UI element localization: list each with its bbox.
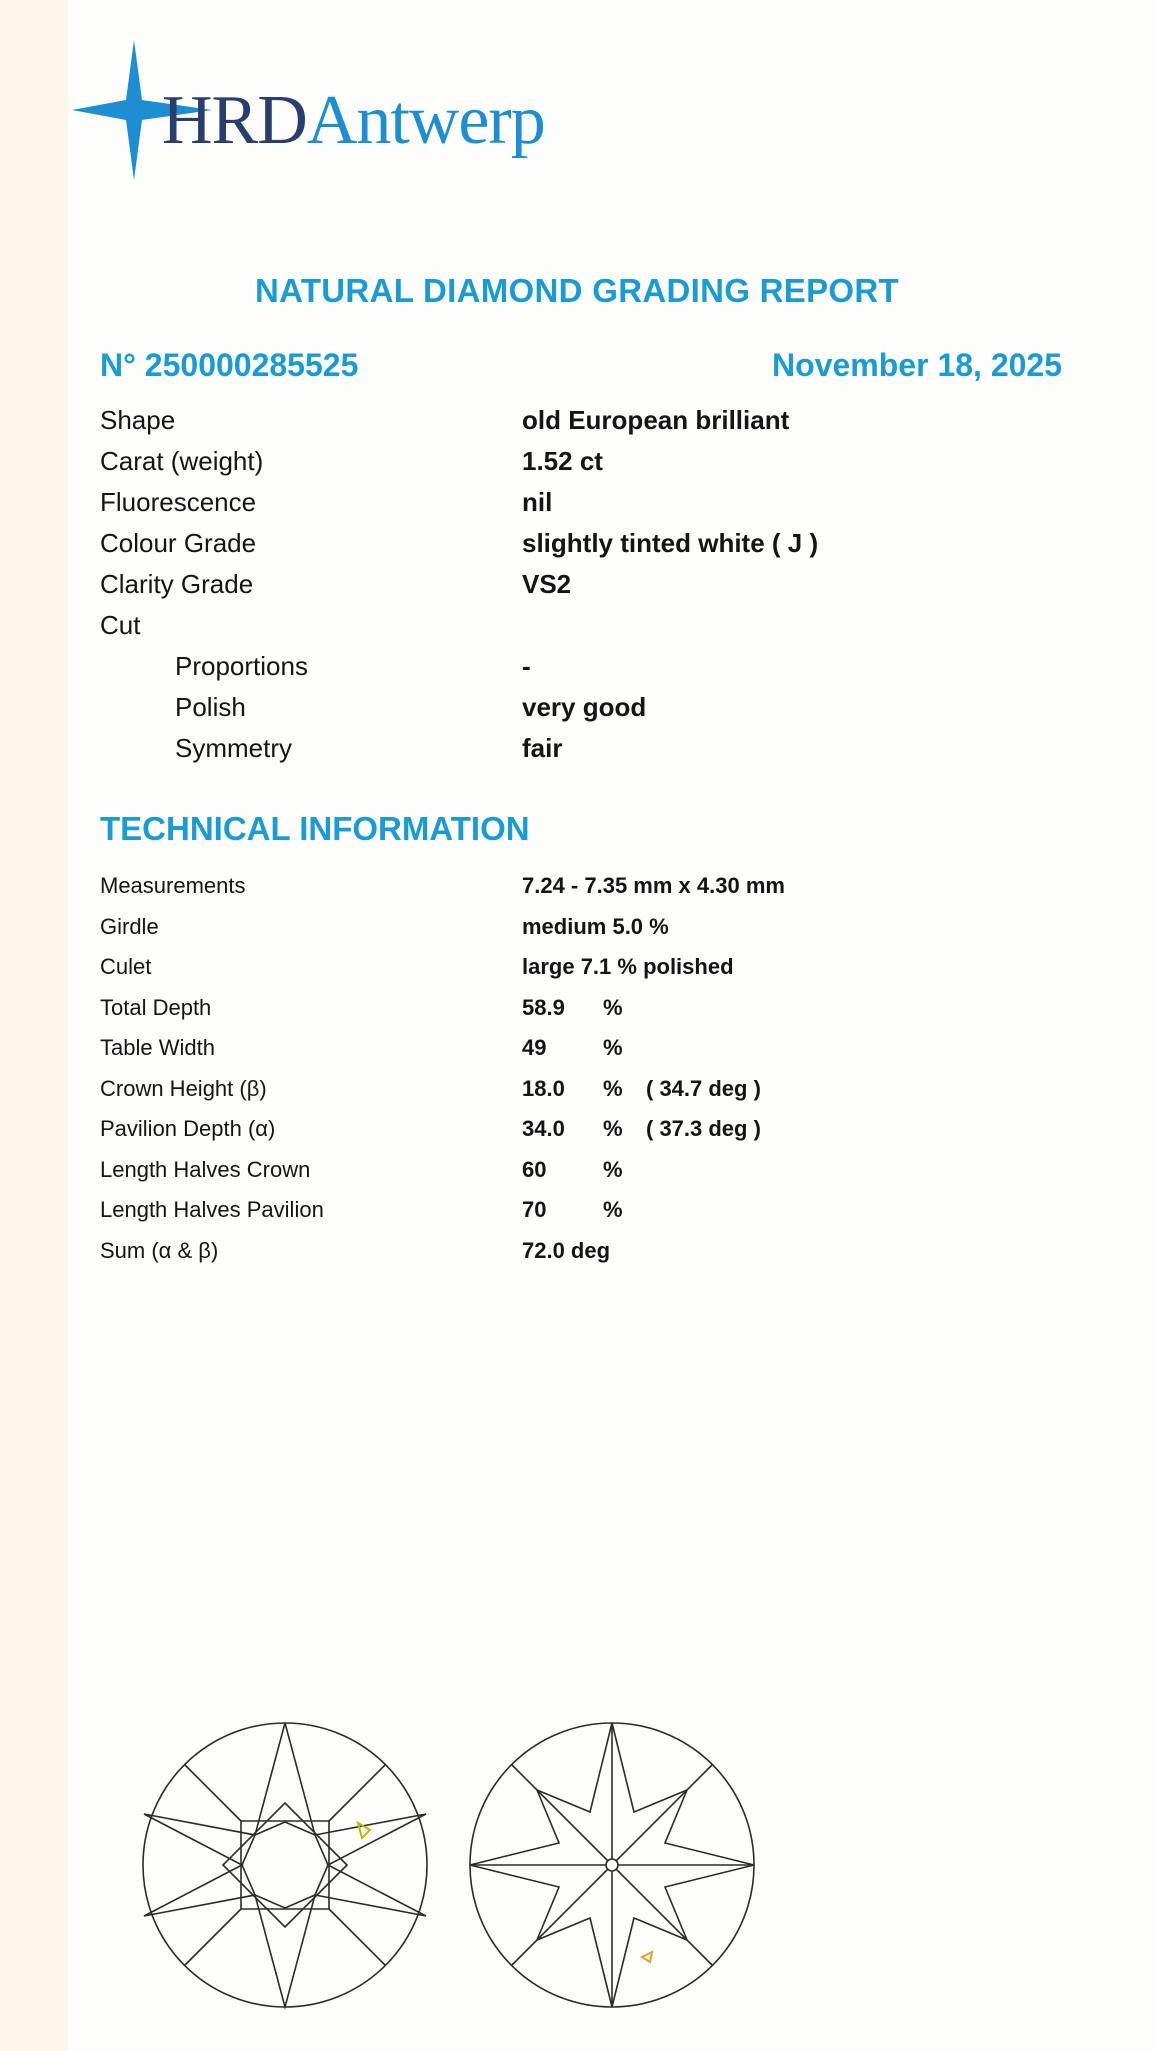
lh-crown-value: 60 xyxy=(522,1156,547,1182)
technical-section xyxy=(100,866,1060,1271)
measurements-label: Measurements xyxy=(100,873,246,898)
measurements-value: 7.24 - 7.35 mm x 4.30 mm xyxy=(522,873,785,898)
fluorescence-row xyxy=(100,482,1060,523)
table-width-row xyxy=(100,1028,1060,1069)
girdle-row xyxy=(100,907,1060,948)
cut-row xyxy=(100,605,1060,646)
table-width-label: Table Width xyxy=(100,1035,215,1060)
pavilion-diagram xyxy=(470,1723,754,2007)
clarity-label: Clarity Grade xyxy=(100,569,254,599)
report-number: N° 250000285525 xyxy=(100,347,359,383)
culet-value: large 7.1 % polished xyxy=(522,954,734,979)
fluorescence-label: Fluorescence xyxy=(100,487,257,517)
logo-wordmark xyxy=(162,82,545,159)
lh-pavilion-value: 70 xyxy=(522,1197,547,1222)
technical-title: TECHNICAL INFORMATION xyxy=(100,810,530,847)
sum-row xyxy=(100,1231,1060,1272)
pavilion-depth-row xyxy=(100,1109,1060,1150)
shape-label: Shape xyxy=(100,405,176,435)
lh-crown-unit: % xyxy=(603,1156,623,1182)
total-depth-unit: % xyxy=(603,994,623,1020)
cut-label: Cut xyxy=(100,610,141,640)
colour-value: slightly tinted white ( J ) xyxy=(522,528,819,558)
lh-crown-label: Length Halves Crown xyxy=(100,1156,311,1182)
grading-section xyxy=(100,400,1060,769)
proportions-label: Proportions xyxy=(175,651,308,681)
symmetry-label: Symmetry xyxy=(175,733,292,763)
sum-label: Sum (α & β) xyxy=(100,1237,219,1263)
culet-row xyxy=(100,947,1060,988)
shape-value: old European brilliant xyxy=(522,405,790,435)
crown-angle: ( 34.7 deg ) xyxy=(646,1075,761,1101)
diagram-svg xyxy=(140,1720,780,2010)
table-width-unit: % xyxy=(603,1035,623,1060)
clarity-value: VS2 xyxy=(522,569,572,599)
symmetry-row xyxy=(100,728,1060,769)
hrd-antwerp-logo xyxy=(72,40,632,180)
proportions-row xyxy=(100,646,1060,687)
logo-hrd: HRD xyxy=(162,82,307,159)
total-depth-row xyxy=(100,988,1060,1029)
lh-pavilion-row xyxy=(100,1190,1060,1231)
colour-label: Colour Grade xyxy=(100,528,257,558)
report-title: NATURAL DIAMOND GRADING REPORT xyxy=(255,272,899,309)
clarity-row xyxy=(100,564,1060,605)
crown-height-label: Crown Height (β) xyxy=(100,1075,267,1101)
clarity-plot xyxy=(140,1720,780,2010)
carat-row xyxy=(100,441,1060,482)
polish-label: Polish xyxy=(175,692,246,722)
polish-value: very good xyxy=(522,692,647,722)
lh-pavilion-unit: % xyxy=(603,1197,623,1222)
pavilion-depth-value: 34.0 xyxy=(522,1116,565,1141)
total-depth-label: Total Depth xyxy=(100,994,212,1020)
lh-pavilion-label: Length Halves Pavilion xyxy=(100,1197,324,1222)
measurements-row xyxy=(100,866,1060,907)
colour-row xyxy=(100,523,1060,564)
total-depth-value: 58.9 xyxy=(522,994,565,1020)
polish-row xyxy=(100,687,1060,728)
crown-diagram xyxy=(143,1723,427,2007)
report-date: November 18, 2025 xyxy=(772,347,1062,383)
pavilion-depth-unit: % xyxy=(603,1116,623,1141)
culet-label: Culet xyxy=(100,954,152,979)
pavilion-angle: ( 37.3 deg ) xyxy=(646,1116,761,1141)
symmetry-value: fair xyxy=(522,733,563,763)
pavilion-depth-label: Pavilion Depth (α) xyxy=(100,1116,276,1141)
proportions-value: - xyxy=(522,651,531,681)
lh-crown-row xyxy=(100,1150,1060,1191)
carat-label: Carat (weight) xyxy=(100,446,264,476)
girdle-label: Girdle xyxy=(100,913,159,939)
logo-antwerp: Antwerp xyxy=(306,82,545,159)
sum-value: 72.0 deg xyxy=(522,1237,611,1263)
shape-row xyxy=(100,400,1060,441)
crown-height-row xyxy=(100,1069,1060,1110)
carat-value: 1.52 ct xyxy=(522,446,603,476)
table-width-value: 49 xyxy=(522,1035,547,1060)
girdle-value: medium 5.0 % xyxy=(522,913,669,939)
fluorescence-value: nil xyxy=(522,487,553,517)
crown-height-unit: % xyxy=(603,1075,623,1101)
crown-height-value: 18.0 xyxy=(522,1075,565,1101)
